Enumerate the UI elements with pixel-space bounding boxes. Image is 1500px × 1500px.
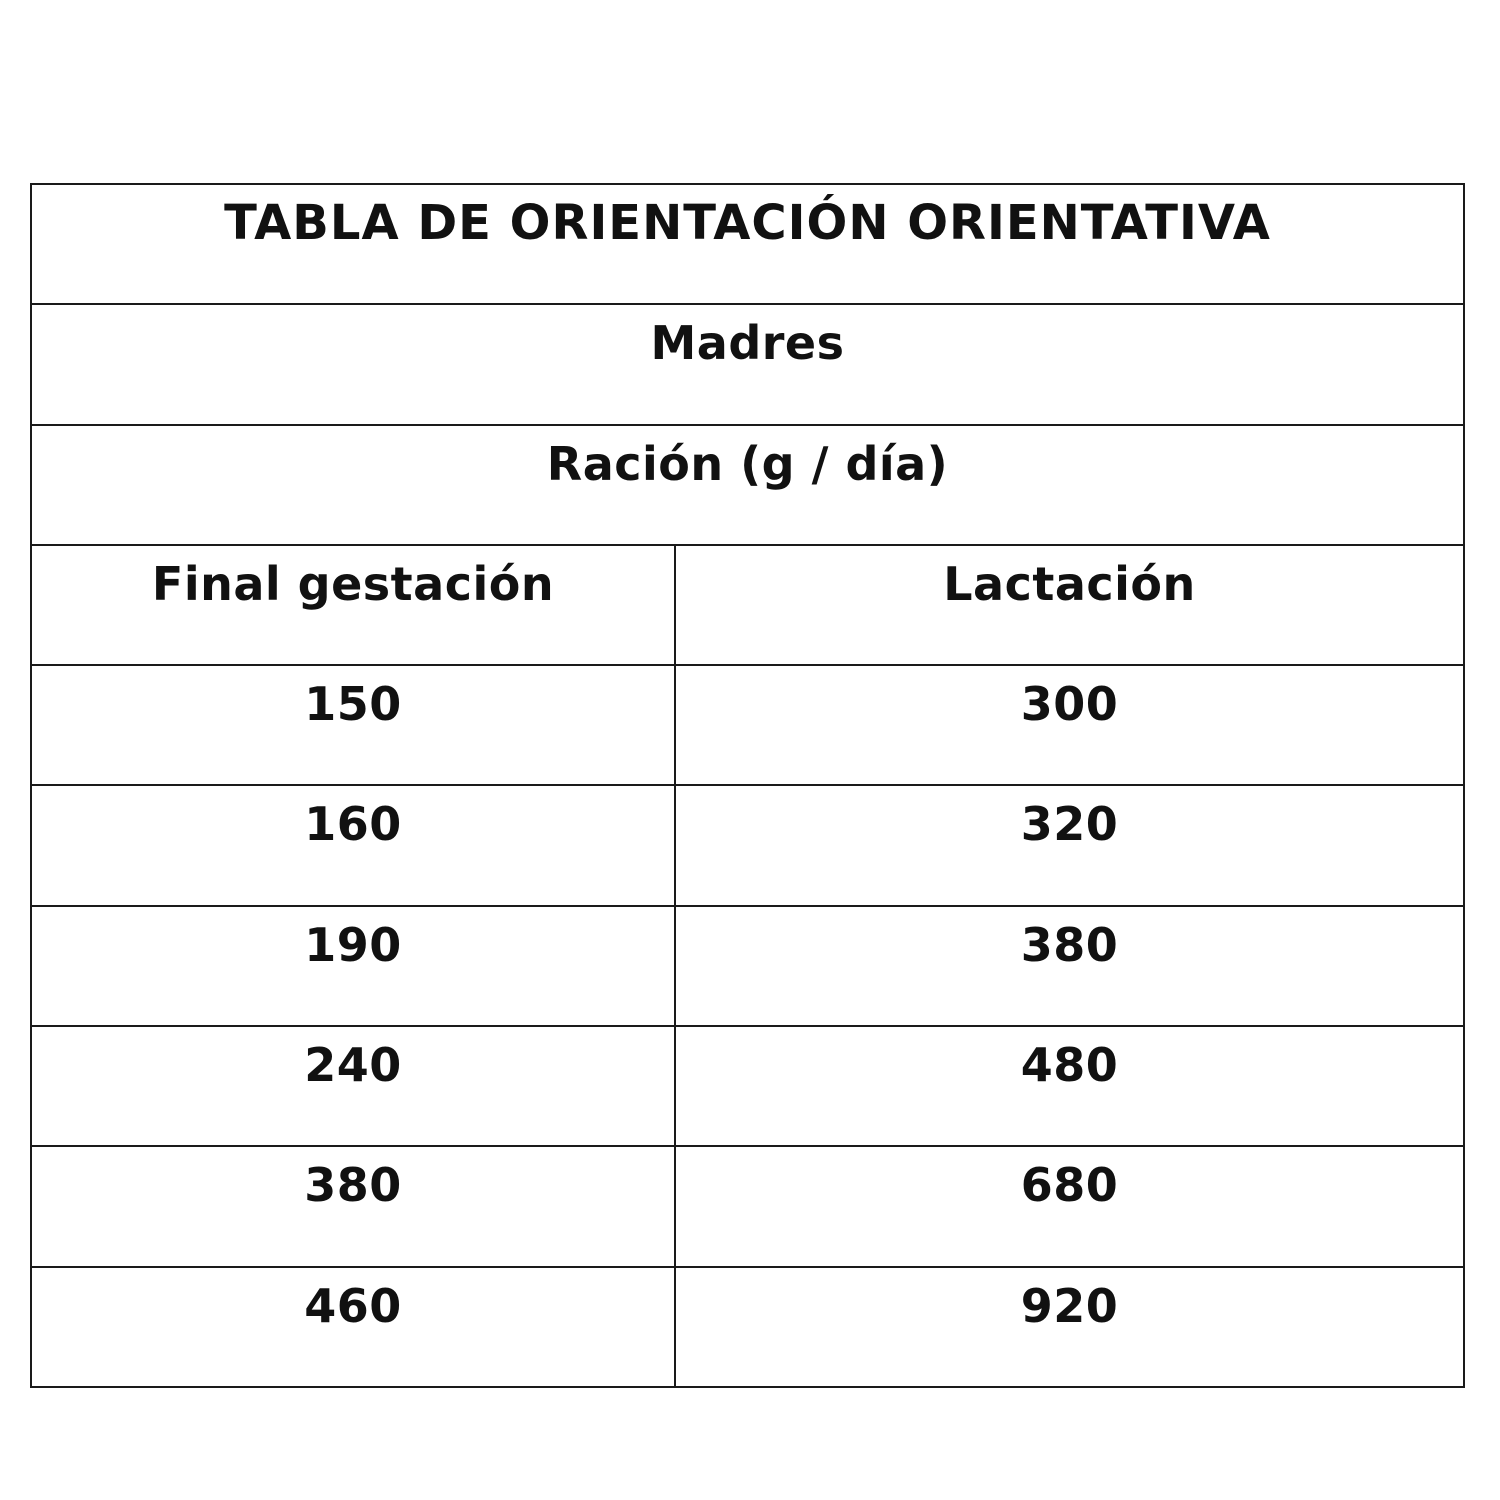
gestation-value: 460	[304, 1278, 402, 1333]
column-header-cell	[31, 545, 675, 665]
feeding-guide-table	[30, 183, 1465, 1388]
gestation-value: 380	[304, 1158, 402, 1213]
group-row	[31, 304, 1464, 424]
group-label: Madres	[650, 316, 845, 371]
table-row	[31, 906, 1464, 1026]
table-cell	[31, 1026, 675, 1146]
gestation-value: 190	[304, 917, 402, 972]
unit-row	[31, 425, 1464, 545]
lactation-value: 320	[1020, 797, 1119, 852]
table-cell	[675, 1267, 1464, 1387]
group-cell	[31, 304, 1464, 424]
title-row	[31, 184, 1464, 304]
table-cell	[31, 785, 675, 905]
table-cell	[31, 906, 675, 1026]
gestation-value: 150	[304, 677, 402, 732]
table-title: TABLA DE ORIENTACIÓN ORIENTATIVA	[224, 195, 1271, 251]
table-cell	[675, 1146, 1464, 1266]
lactation-value: 300	[1020, 677, 1119, 732]
table-row	[31, 665, 1464, 785]
column-header-cell	[675, 545, 1464, 665]
column-header-lactation: Lactación	[943, 556, 1196, 611]
lactation-value: 680	[1020, 1158, 1119, 1213]
table-cell	[31, 1146, 675, 1266]
column-header-row	[31, 545, 1464, 665]
table-cell	[675, 906, 1464, 1026]
table-cell	[675, 665, 1464, 785]
unit-cell	[31, 425, 1464, 545]
gestation-value: 160	[304, 797, 402, 852]
table-row	[31, 1146, 1464, 1266]
column-header-final-gestation: Final gestación	[151, 556, 555, 611]
table-cell	[675, 1026, 1464, 1146]
table-row	[31, 1026, 1464, 1146]
lactation-value: 380	[1020, 917, 1119, 972]
table-cell	[31, 1267, 675, 1387]
lactation-value: 920	[1020, 1278, 1119, 1333]
table-row	[31, 785, 1464, 905]
table-cell	[31, 665, 675, 785]
lactation-value: 480	[1020, 1038, 1119, 1093]
title-cell	[31, 184, 1464, 304]
unit-label: Ración (g / día)	[546, 436, 949, 491]
table-cell	[675, 785, 1464, 905]
table-row	[31, 1267, 1464, 1387]
gestation-value: 240	[304, 1038, 402, 1093]
